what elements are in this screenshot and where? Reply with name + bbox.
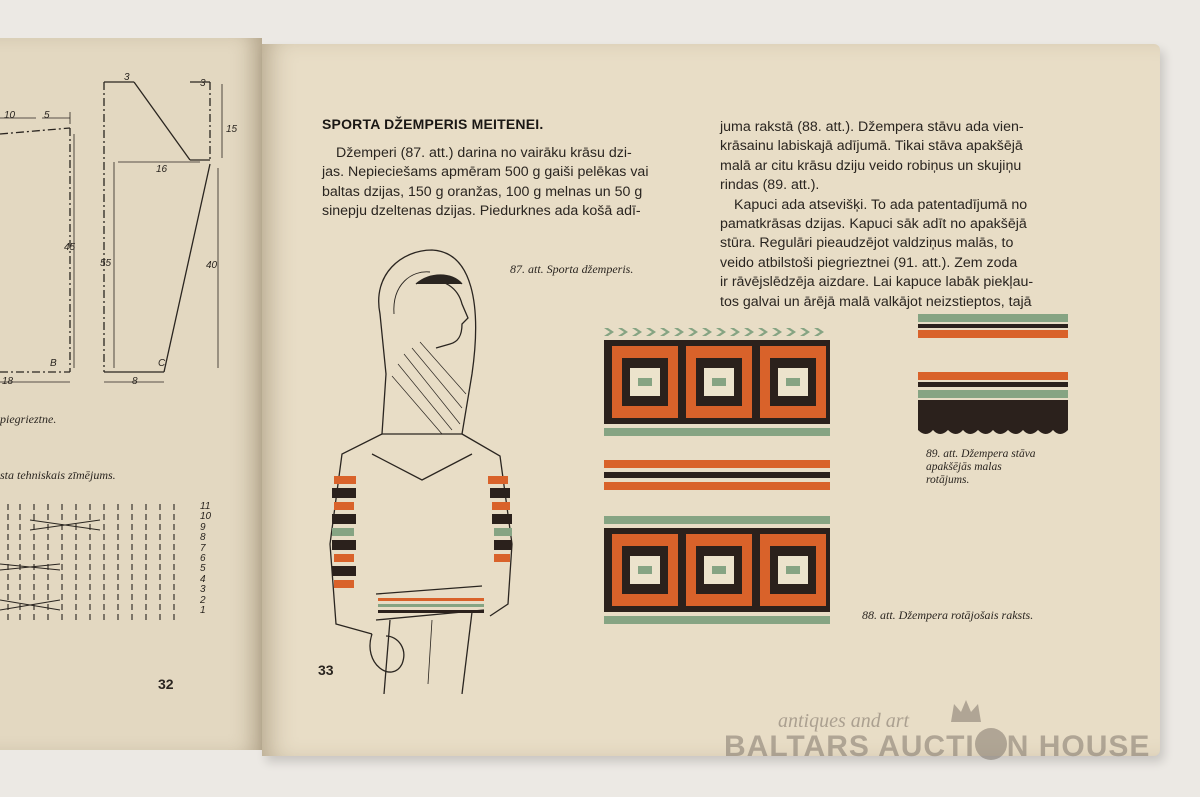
point-label-c: C [158, 358, 166, 369]
dim-label-8: 8 [132, 376, 138, 387]
dim-label-15: 15 [226, 124, 238, 135]
dim-label-5: 5 [44, 110, 50, 121]
text-line: Kapuci ada atsevišķi. To ada patentadījumā no [734, 196, 1028, 213]
caption-technical-drawing: sta tehniskais zīmējums. [0, 468, 116, 482]
text-line: jas. Nepieciešams apmēram 500 g gaiši pelēkas vai [322, 164, 649, 181]
row-number: 11 [200, 501, 211, 512]
watermark-text-right: N HOUSE [1006, 730, 1151, 763]
row-number: 1 [200, 605, 206, 617]
text-line: veido atbilstoši piegrieztnei (91. att.). Zem zoda [720, 254, 1018, 271]
caption-figure-89 [926, 448, 1036, 487]
row-number: 10 [200, 511, 212, 523]
text-line: rindas (89. att.). [720, 177, 820, 194]
pattern-draft-drawing [0, 38, 262, 750]
caption-pattern: piegrieztne. [0, 412, 57, 426]
dim-label-18: 18 [2, 376, 14, 387]
text-column-left [322, 144, 682, 222]
row-number: 2 [200, 594, 206, 606]
crown-icon [975, 728, 1007, 760]
text-line: malā ar citu krāsu dziju veido robiņus un skujiņu [720, 157, 1022, 174]
hem-pattern-figure-89 [916, 310, 1076, 440]
watermark-logo [724, 728, 1150, 768]
text-line: stūra. Regulāri pieaudzējot valdziņus malās, to [720, 235, 1014, 252]
text-line: krāsainu labiskajā adījumā. Tikai stāva apakšējā [720, 138, 1023, 155]
row-number: 4 [200, 573, 206, 585]
text-line: pamatkrāsas dzijas. Kapuci sāk adīt no apakšējā [720, 216, 1027, 233]
page-number-right: 33 [318, 662, 334, 678]
dim-label-3-right: 3 [200, 78, 206, 89]
caption-line: apakšējās malas [926, 461, 1002, 473]
crown-icon [948, 698, 984, 726]
text-line: juma rakstā (88. att.). Džempera stāvu ada vien- [720, 119, 1024, 135]
caption-line: rotājums. [926, 474, 970, 486]
watermark-text-left: BALTARS AUCTI [724, 730, 975, 763]
text-line: Džemperi (87. att.) darina no vairāku krāsu dzi- [336, 145, 632, 161]
dim-label-55: 55 [100, 258, 112, 269]
row-number: 6 [200, 553, 206, 565]
row-number: 3 [200, 584, 206, 596]
text-line: baltas dzijas, 150 g oranžas, 100 g melnas un 50 g [322, 183, 643, 200]
page-number-left: 32 [158, 676, 174, 692]
caption-line: 89. att. Džempera stāva [926, 448, 1036, 460]
pattern-figure-88 [602, 324, 842, 634]
watermark-tagline: antiques and art [778, 710, 910, 732]
article-heading: SPORTA DŽEMPERIS MEITENEI. [322, 116, 544, 132]
row-number: 9 [200, 521, 206, 533]
text-line: tos galvai un ārējā malā valkājot neizstieptos, tajā [720, 293, 1032, 310]
dim-label-3-left: 3 [124, 72, 130, 83]
row-number: 5 [200, 563, 206, 575]
dim-label-45: 45 [64, 242, 76, 253]
knitting-chart-drawing [0, 500, 200, 630]
right-page [262, 44, 1160, 756]
row-number: 7 [200, 542, 206, 554]
dim-label-16: 16 [156, 164, 168, 175]
text-line: ir rāvējslēdzēja aizdare. Lai kapuce labāk piekļau- [720, 274, 1034, 291]
row-number: 8 [200, 532, 206, 544]
sweater-illustration [312, 244, 532, 694]
caption-figure-87: 87. att. Sporta džemperis. [510, 262, 634, 276]
dim-label-40: 40 [206, 260, 218, 271]
caption-figure-88: 88. att. Džempera rotājošais raksts. [862, 608, 1034, 622]
text-column-right [720, 118, 1076, 312]
point-label-b: B [50, 358, 57, 369]
left-page [0, 38, 262, 750]
dim-label-10: 10 [4, 110, 16, 121]
row-number-column [200, 502, 216, 616]
text-line: sinepju dzeltenas dzijas. Piedurknes ada košā adī- [322, 203, 641, 220]
